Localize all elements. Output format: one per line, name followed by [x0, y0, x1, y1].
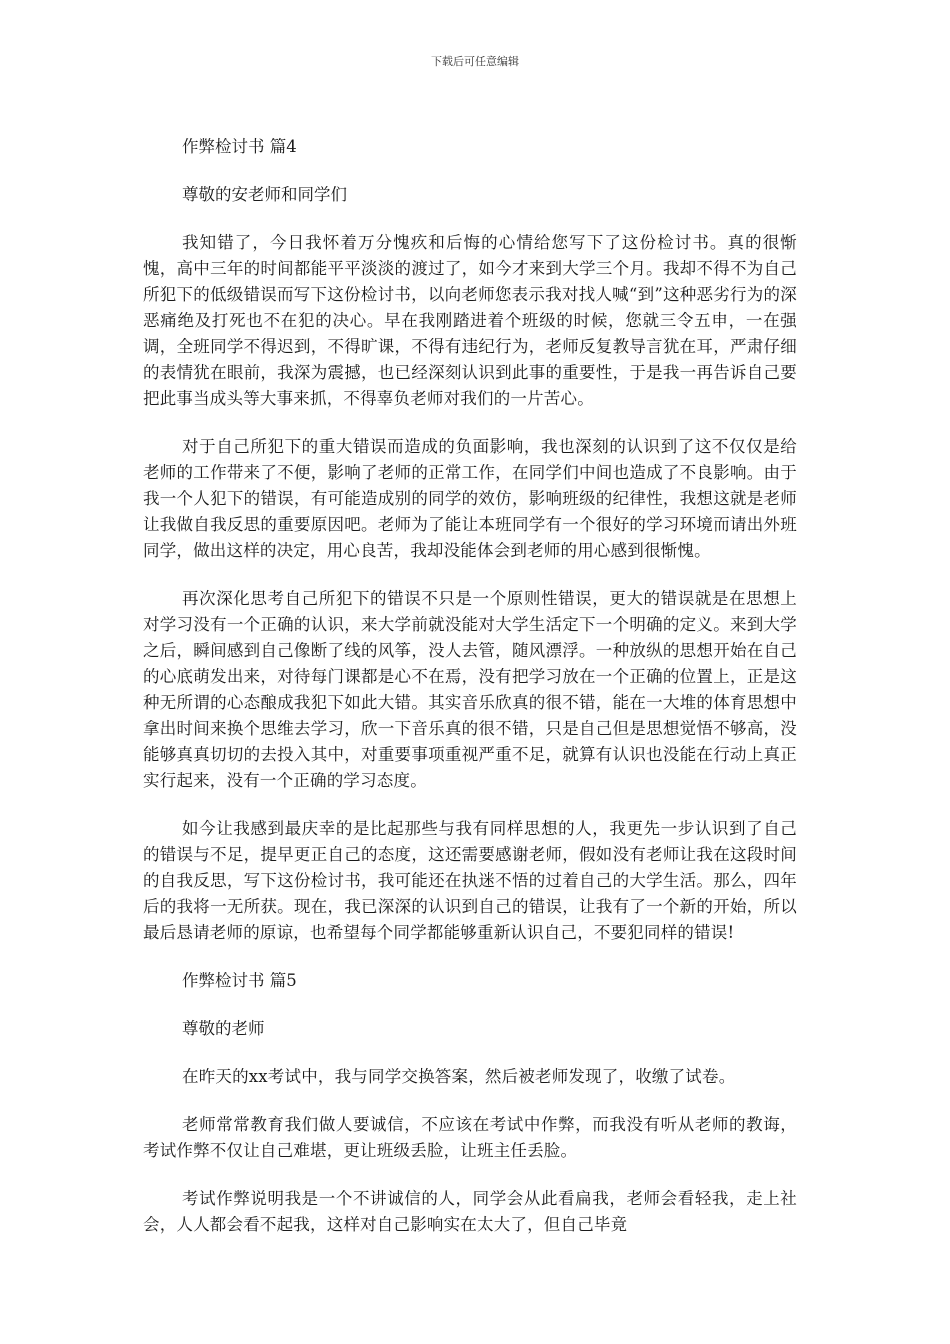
section-5-paragraph-2: 老师常常教育我们做人要诚信，不应该在考试中作弊，而我没有听从老师的教诲，考试作弊不仅让自己难堪，更让班级丢脸，让班主任丢脸。	[143, 1115, 797, 1160]
section-5-salutation: 尊敬的老师	[182, 1019, 265, 1038]
section-4-paragraph-3: 再次深化思考自己所犯下的错误不只是一个原则性错误，更大的错误就是在思想上对学习没有一个正确的认识，来大学前就没能对大学生活定下一个明确的定义。来到大学之后，瞬间感到自己像断了线的风筝，没人去管，随风漂浮。一种放纵的思想开始在自己的心底萌发出来，对待每门课都是心不在焉，没有把学习放在一个正确的位置上，正是这种无所谓的心态酿成我犯下如此大错。其实音乐欣真的很不错，能在一大堆的体育思想中拿出时间来换个思维去学习，欣一下音乐真的很不错，只是自己但是思想觉悟不够高，没能够真真切切的去投入其中，对重要事项重视严重不足，就算有认识也没能在行动上真正实行起来，没有一个正确的学习态度。	[143, 589, 797, 790]
section-4-salutation: 尊敬的安老师和同学们	[182, 185, 347, 204]
section-4-title: 作弊检讨书 篇4	[182, 137, 297, 156]
section-5-paragraph-1: 在昨天的xx考试中，我与同学交换答案，然后被老师发现了，收缴了试卷。	[182, 1067, 736, 1086]
page-header-note: 下载后可任意编辑	[431, 55, 519, 68]
section-5-title: 作弊检讨书 篇5	[182, 971, 297, 990]
section-4-paragraph-4: 如今让我感到最庆幸的是比起那些与我有同样思想的人，我更先一步认识到了自己的错误与不足，提早更正自己的态度，这还需要感谢老师，假如没有老师让我在这段时间的自我反思，写下这份检讨书，我可能还在执迷不悟的过着自己的大学生活。那么，四年后的我将一无所获。现在，我已深深的认识到自己的错误，让我有了一个新的开始，所以最后恳请老师的原谅，也希望每个同学都能够重新认识自己，不要犯同样的错误!	[143, 819, 797, 942]
section-5-paragraph-3: 考试作弊说明我是一个不讲诚信的人，同学会从此看扁我，老师会看轻我，走上社会，人人都会看不起我，这样对自己影响实在太大了，但自己毕竟	[143, 1189, 797, 1234]
section-4-paragraph-2: 对于自己所犯下的重大错误而造成的负面影响，我也深刻的认识到了这不仅仅是给老师的工作带来了不便，影响了老师的正常工作，在同学们中间也造成了不良影响。由于我一个人犯下的错误，有可能造成别的同学的效仿，影响班级的纪律性，我想这就是老师让我做自我反思的重要原因吧。老师为了能让本班同学有一个很好的学习环境而请出外班同学，做出这样的决定，用心良苦，我却没能体会到老师的用心感到很惭愧。	[143, 437, 797, 560]
document-body	[143, 134, 797, 1260]
section-4-paragraph-1: 我知错了，今日我怀着万分愧疚和后悔的心情给您写下了这份检讨书。真的很惭愧，高中三年的时间都能平平淡淡的渡过了，如今才来到大学三个月。我却不得不为自己所犯下的低级错误而写下这份检讨书，以向老师您表示我对找人喊“到”这种恶劣行为的深恶痛绝及打死也不在犯的决心。早在我刚踏进着个班级的时候，您就三令五申，一在强调，全班同学不得迟到，不得旷课，不得有违纪行为，老师反复教导言犹在耳，严肃仔细的表情犹在眼前，我深为震撼，也已经深刻认识到此事的重要性，于是我一再告诉自己要把此事当成头等大事来抓，不得辜负老师对我们的一片苦心。	[143, 233, 797, 408]
